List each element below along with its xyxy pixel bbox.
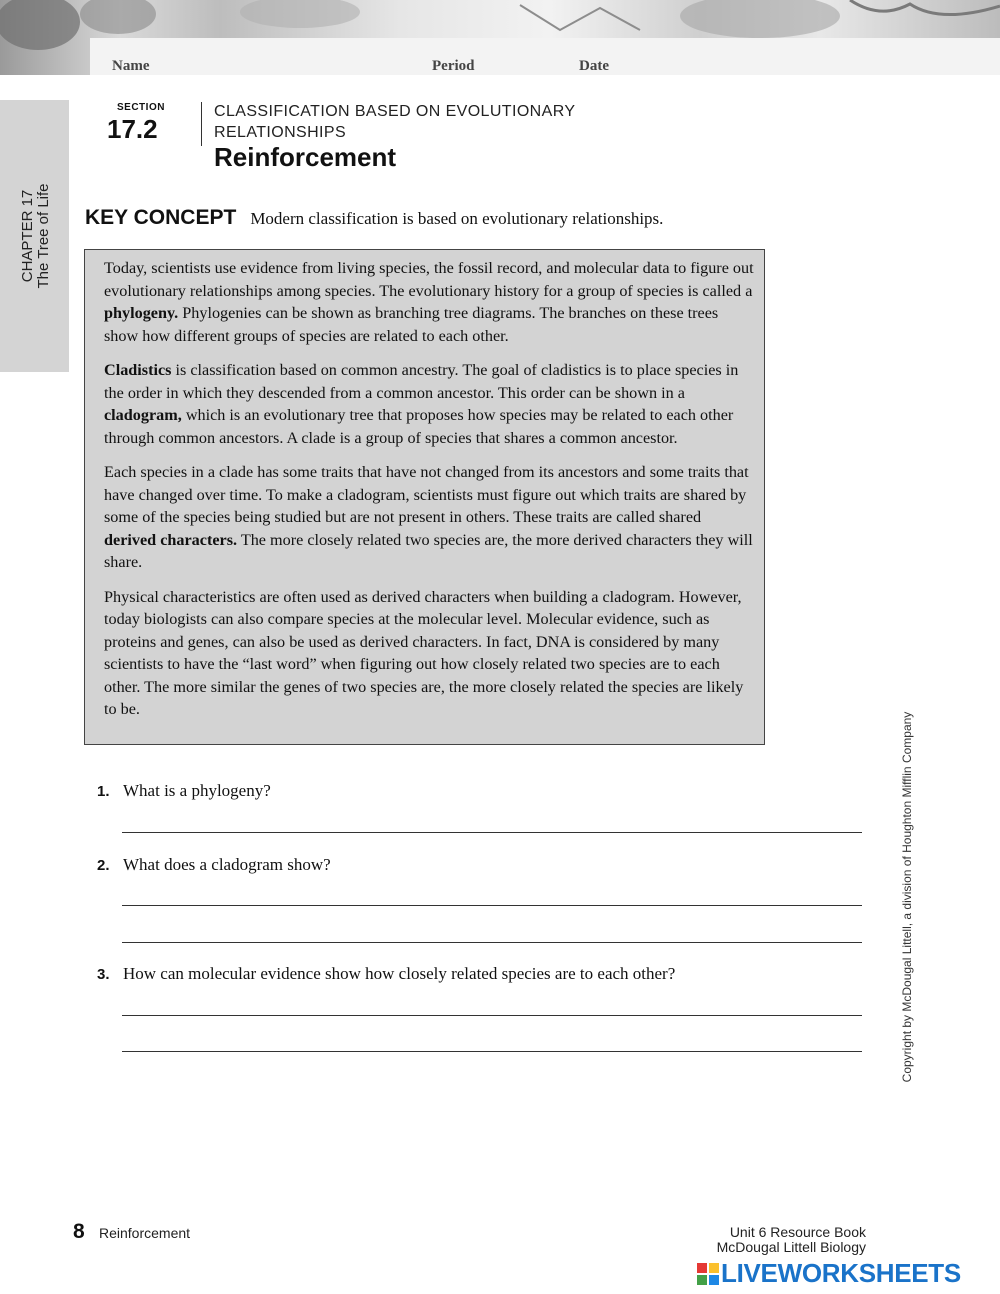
question-number: 1. (97, 783, 110, 800)
chapter-number: CHAPTER 17 (19, 189, 36, 283)
footer-book-info (717, 1225, 866, 1255)
section-title (214, 101, 614, 143)
reading-box (84, 249, 765, 745)
date-label: Date (579, 58, 609, 74)
term-derived-characters: derived characters. (104, 530, 238, 549)
paragraph-derived-characters (104, 461, 756, 574)
paragraph-phylogeny (104, 257, 756, 347)
answer-line-3a[interactable] (122, 1015, 862, 1016)
answer-line-1[interactable] (122, 832, 862, 833)
p1-text-a: Today, scientists use evidence from living species, the fossil record, and molecular data to figure out evolutionary relationships among species. The evolutionary history for a group of species is called a (104, 259, 754, 300)
liveworksheets-grid-icon (697, 1263, 719, 1285)
question-number: 3. (97, 966, 110, 983)
answer-line-2b[interactable] (122, 942, 862, 943)
section-divider (201, 102, 202, 146)
liveworksheets-logo-text: LIVEWORKSHEETS (721, 1258, 961, 1288)
footer-book-line1: Unit 6 Resource Book (729, 1224, 866, 1240)
question-3 (97, 964, 675, 984)
name-label: Name (112, 58, 150, 74)
key-concept-text: Modern classification is based on evolutionary relationships. (250, 209, 664, 228)
paragraph-molecular: Physical characteristics are often used as derived characters when building a cladogram. However, today biologists can also compare species at the molecular level. Molecular evidence, such as proteins and genes, can also be used as derived characters. In fact, DNA is considered by many scientists to have the “last word” when figuring out how closely related two species are to each other. The more similar the genes of two species are, the more closely related the species are likely to be. (104, 587, 744, 718)
key-concept-label: KEY CONCEPT (85, 206, 237, 229)
term-phylogeny: phylogeny. (104, 304, 179, 322)
section-title-line2: RELATIONSHIPS (214, 124, 347, 141)
p1-text-b: Phylogenies can be shown as branching tree diagrams. The branches on these trees show how different groups of species are related to each other. (104, 304, 719, 345)
paragraph-cladistics (104, 359, 756, 449)
question-2 (97, 855, 331, 875)
p3-text-a: Each species in a clade has some traits that have not changed from its ancestors and some traits that have changed over time. To make a cladogram, scientists must figure out which traits are shared by some of the species being studied but are not present in others. These traits are called shared (104, 463, 749, 526)
liveworksheets-logo[interactable] (697, 1258, 961, 1288)
period-label: Period (432, 58, 475, 74)
question-text: How can molecular evidence show how closely related species are to each other? (123, 964, 676, 983)
header-banner (0, 0, 1000, 75)
question-text: What is a phylogeny? (123, 781, 271, 800)
answer-line-2a[interactable] (122, 905, 862, 906)
copyright-notice: Copyright by McDougal Littell, a division of Houghton Mifflin Company (900, 711, 914, 1083)
section-title-line1: CLASSIFICATION BASED ON EVOLUTIONARY (214, 103, 576, 120)
chapter-tab-text (20, 126, 52, 346)
p2-text-a: is classification based on common ancestry. The goal of cladistics is to place species in the order in which they descended from a common ancestor. This order can be shown in a (104, 361, 739, 402)
footer-book-line2: McDougal Littell Biology (716, 1239, 866, 1255)
p2-text-b: which is an evolutionary tree that proposes how species may be related to each other through common ancestors. A clade is a group of species that shares a common ancestor. (104, 406, 734, 447)
section-label: SECTION (117, 102, 165, 113)
section-number: 17.2 (107, 114, 158, 144)
question-1 (97, 781, 271, 801)
footer-label: Reinforcement (99, 1225, 191, 1241)
p3-text-b: The more closely related two species are, the more derived characters they will share. (104, 530, 753, 571)
chapter-subtitle: The Tree of Life (35, 183, 52, 289)
key-concept (85, 206, 663, 230)
question-number: 2. (97, 857, 110, 874)
term-cladistics: Cladistics (104, 361, 172, 379)
question-text: What does a cladogram show? (123, 855, 331, 874)
answer-line-3b[interactable] (122, 1051, 862, 1052)
banner-strip (90, 38, 1000, 75)
page-number: 8 (73, 1220, 85, 1243)
page-title: Reinforcement (214, 142, 397, 172)
term-cladogram: cladogram, (104, 406, 182, 424)
